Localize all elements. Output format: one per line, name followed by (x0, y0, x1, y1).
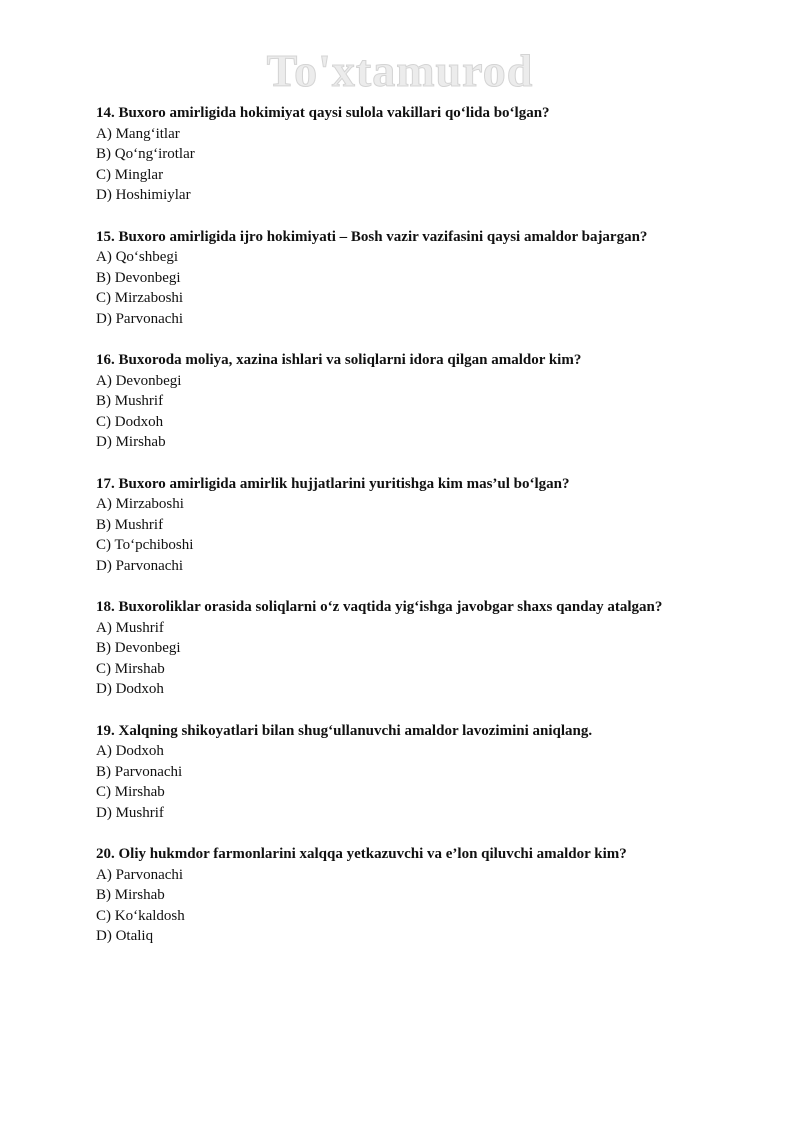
option-d: D) Dodxoh (96, 681, 164, 697)
question-20 (96, 844, 706, 947)
option-c: C) Minglar (96, 166, 164, 183)
watermark-text: To'xtamurod (266, 45, 534, 96)
question-16 (96, 350, 706, 453)
option-d: D) Parvonachi (96, 557, 184, 574)
option-a: A) Parvonachi (96, 866, 184, 883)
option-a: A) Qo‘shbegi (96, 249, 179, 265)
option-b: B) Mushrif (96, 393, 164, 409)
option-b: B) Devonbegi (96, 640, 181, 656)
option-c: C) Mirshab (96, 784, 165, 800)
option-d: D) Otaliq (96, 928, 154, 944)
option-a: A) Mang‘itlar (96, 125, 180, 142)
option-b: B) Qo‘ng‘irotlar (96, 146, 195, 162)
option-b: B) Mirshab (96, 887, 165, 903)
question-text: 18. Buxoroliklar orasida soliqlarni o‘z vaqtida yig‘ishga javobgar shaxs qanday atalgan? (96, 599, 663, 615)
option-b: B) Devonbegi (96, 269, 181, 286)
question-text: 15. Buxoro amirligida ijro hokimiyati – Bosh vazir vazifasini qaysi amaldor bajargan? (96, 228, 648, 245)
option-d: D) Mirshab (96, 434, 166, 450)
question-text: 20. Oliy hukmdor farmonlarini xalqqa yetkazuvchi va e’lon qiluvchi amaldor kim? (96, 846, 627, 862)
option-a: A) Devonbegi (96, 372, 182, 389)
question-text: 19. Xalqning shikoyatlari bilan shug‘ullanuvchi amaldor lavozimini aniqlang. (96, 722, 593, 739)
question-14 (96, 103, 706, 206)
option-a: A) Dodxoh (96, 743, 164, 759)
option-d: D) Hoshimiylar (96, 187, 191, 203)
option-d: D) Mushrif (96, 804, 164, 821)
option-c: C) To‘pchiboshi (96, 537, 194, 553)
question-text: 17. Buxoro amirligida amirlik hujjatlarini yuritishga kim mas’ul bo‘lgan? (96, 475, 570, 492)
option-c: C) Mirshab (96, 660, 165, 677)
option-b: B) Parvonachi (96, 763, 183, 780)
question-text: 16. Buxoroda moliya, xazina ishlari va soliqlarni idora qilgan amaldor kim? (96, 352, 582, 368)
option-a: A) Mushrif (96, 619, 164, 636)
question-15 (96, 227, 706, 330)
option-c: C) Ko‘kaldosh (96, 907, 185, 924)
question-19 (96, 721, 706, 824)
option-d: D) Parvonachi (96, 310, 184, 327)
question-text: 14. Buxoro amirligida hokimiyat qaysi sulola vakillari qo‘lida bo‘lgan? (96, 105, 550, 121)
option-a: A) Mirzaboshi (96, 496, 184, 512)
option-c: C) Dodxoh (96, 413, 164, 430)
question-list (96, 103, 706, 968)
question-17 (96, 474, 706, 577)
option-b: B) Mushrif (96, 516, 164, 533)
question-18 (96, 597, 706, 700)
option-c: C) Mirzaboshi (96, 290, 184, 306)
